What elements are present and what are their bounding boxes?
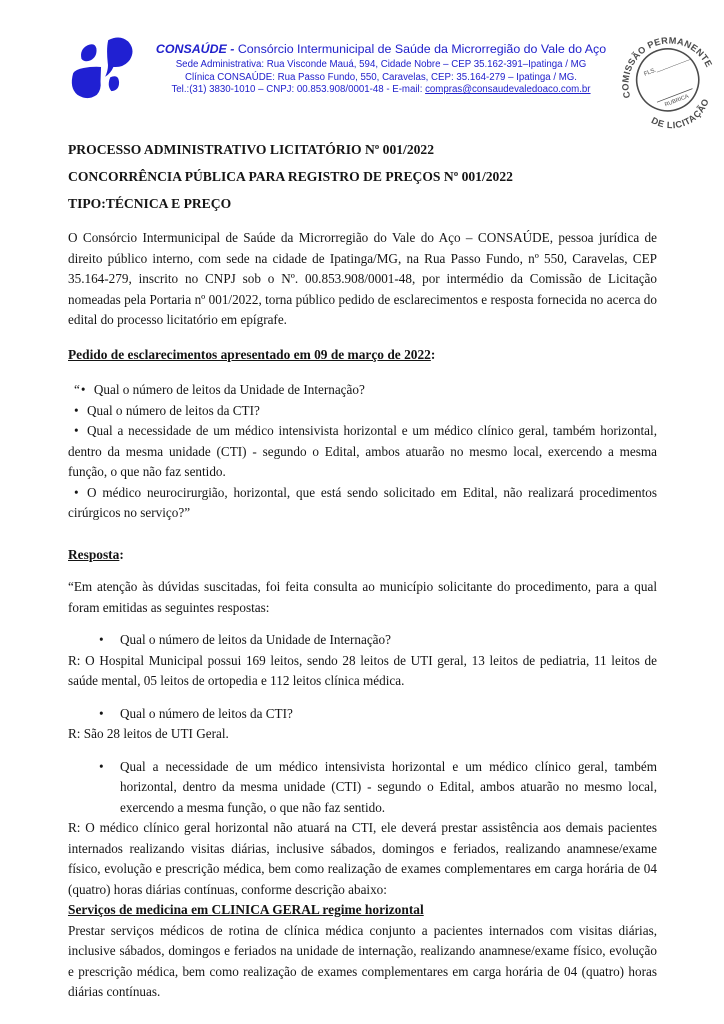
bullet-text: Qual a necessidade de um médico intensivista horizontal e um médico clínico geral, também horizontal, dentro da mesma unidade (CTI) - segundo o Edital, ambos atuarão no mesmo local, exercendo a mesma função, o que não faz sentido.: [68, 423, 657, 479]
org-desc: Consórcio Intermunicipal de Saúde da Microrregião do Vale do Aço: [234, 42, 607, 56]
org-title: [148, 42, 614, 57]
service-heading: Serviços de medicina em CLINICA GERAL regime horizontal: [68, 902, 424, 917]
org-name: CONSAÚDE -: [155, 42, 235, 56]
licitacao-stamp: [597, 7, 724, 150]
request-heading-text: Pedido de esclarecimentos apresentado em 09 de março de 2022: [68, 346, 431, 362]
process-title-line-3: TIPO:TÉCNICA E PREÇO: [68, 196, 232, 211]
response-heading-text: Resposta: [68, 546, 120, 562]
open-quote: “: [74, 382, 80, 397]
question-text: Qual o número de leitos da Unidade de Internação?: [120, 632, 391, 647]
answer-text: R: O Hospital Municipal possui 169 leitos, sendo 28 leitos de UTI geral, 13 leitos de pediatria, 11 leitos de saúde mental, 05 leitos de ortopedia e 112 leitos clínica médica.: [68, 652, 657, 688]
bullet-icon: •: [99, 632, 104, 647]
process-title-line-2: CONCORRÊNCIA PÚBLICA PARA REGISTRO DE PREÇOS Nº 001/2022: [68, 169, 513, 184]
response-heading: [68, 545, 657, 566]
intro-paragraph: O Consórcio Intermunicipal de Saúde da Microrregião do Vale do Aço – CONSAÚDE, pessoa jurídica de direito público interno, com sede na cidade de Ipatinga/MG, na Rua Passo Fundo, nº 550, Caravelas, CEP 35.164-279, inscrito no CNPJ sob o Nº. 00.853.908/0001-48, por intermédio da Comissão de Licitação nomeadas pela Portaria nº 001/2022, torna público pedido de esclarecimentos e resposta fornecida no acerca do edital do processo licitatório em epígrafe.: [68, 230, 657, 327]
letterhead-text: [148, 42, 614, 97]
question-text: Qual a necessidade de um médico intensivista horizontal e um médico clínico geral, também horizontal, dentro da mesma unidade (CTI) - segundo o Edital, ambos atuarão no mesmo local, exercendo a mesma função, o que não faz sentido.: [120, 758, 657, 815]
org-address-2: Clínica CONSAÚDE: Rua Passo Fundo, 550, Caravelas, CEP: 35.164-279 – Ipatinga / MG.: [185, 71, 577, 83]
stamp-fls-label: FLS.___________: [643, 54, 692, 78]
qa-block: [68, 757, 657, 901]
email-link[interactable]: compras@consaudevaledoaco.com.br: [425, 84, 591, 96]
stamp-arc-top-text: COMISSÃO PERMANENTE: [620, 35, 715, 100]
question-text: Qual o número de leitos da CTI?: [120, 705, 293, 721]
org-address-1: Sede Administrativa: Rua Visconde Mauá, 594, Cidade Nobre – CEP 35.162-391–Ipatinga / MG: [175, 59, 587, 70]
request-heading-colon: :: [430, 346, 436, 362]
contact-prefix: Tel.:(31) 3830-1010 – CNPJ: 00.853.908/0001-48 - E-mail:: [171, 84, 426, 96]
bullet-icon: •: [74, 484, 79, 500]
stamp-rubrica-label: RUBRICA: [664, 93, 690, 109]
stamp-arc-bottom-text: DE LICITAÇÃO: [649, 97, 711, 131]
response-intro: “Em atenção às dúvidas suscitadas, foi feita consulta ao município solicitante do procedimento, para a qual foram emitidas as seguintes respostas:: [68, 579, 657, 615]
bullet-icon: •: [74, 423, 79, 438]
bullet-text: Qual o número de leitos da CTI?: [87, 402, 260, 418]
svg-text:COMISSÃO PERMANENTE: [606, 21, 715, 100]
request-heading: [68, 345, 657, 366]
list-item: [68, 483, 657, 524]
qa-block: [68, 630, 657, 692]
bullet-text: Qual o número de leitos da Unidade de Internação?: [93, 382, 365, 397]
bullet-icon: •: [80, 382, 86, 397]
process-title-line-1: PROCESSO ADMINISTRATIVO LICITATÓRIO Nº 001/2022: [68, 142, 435, 157]
qa-block: [68, 704, 657, 745]
question-item: [95, 704, 657, 725]
bullet-text: O médico neurocirurgião, horizontal, que está sendo solicitado em Edital, não realizará procedimentos cirúrgicos no serviço?”: [68, 484, 657, 520]
org-contact-line: [148, 84, 614, 97]
answer-text: R: São 28 leitos de UTI Geral.: [68, 726, 229, 741]
request-bullet-list: [68, 380, 657, 524]
service-description: Prestar serviços médicos de rotina de clínica médica conjunto a pacientes internados com visitas diárias, inclusive sábados, domingos e feriados na unidade de internação, realizando anamnese/exame físico, evolução e prescrição médica, bem como realização de exames complementares em carga horária de 04 (quatro) horas diárias contínuas.: [68, 922, 657, 999]
list-item: [68, 401, 657, 422]
answer-text: R: O médico clínico geral horizontal não atuará na CTI, ele deverá prestar assistência aos demais pacientes internados realizando visitas diárias, inclusive sábados, domingos e feriados, realizando anamnese/exame físico, evolução e prescrição médica, bem como realização de exames complementares em carga horária de 04 (quatro) horas diárias contínuas, conforme descrição abaixo:: [68, 820, 657, 897]
bullet-icon: •: [74, 402, 79, 418]
consaude-logo-icon: [66, 36, 134, 102]
document-body: [68, 140, 657, 1003]
list-item: [68, 421, 657, 483]
response-heading-colon: :: [119, 546, 124, 562]
bullet-icon: •: [99, 705, 104, 721]
bullet-icon: •: [99, 758, 104, 774]
letterhead: [0, 0, 724, 135]
question-item: [95, 630, 657, 651]
question-item: [95, 757, 657, 819]
list-item: [68, 380, 657, 401]
